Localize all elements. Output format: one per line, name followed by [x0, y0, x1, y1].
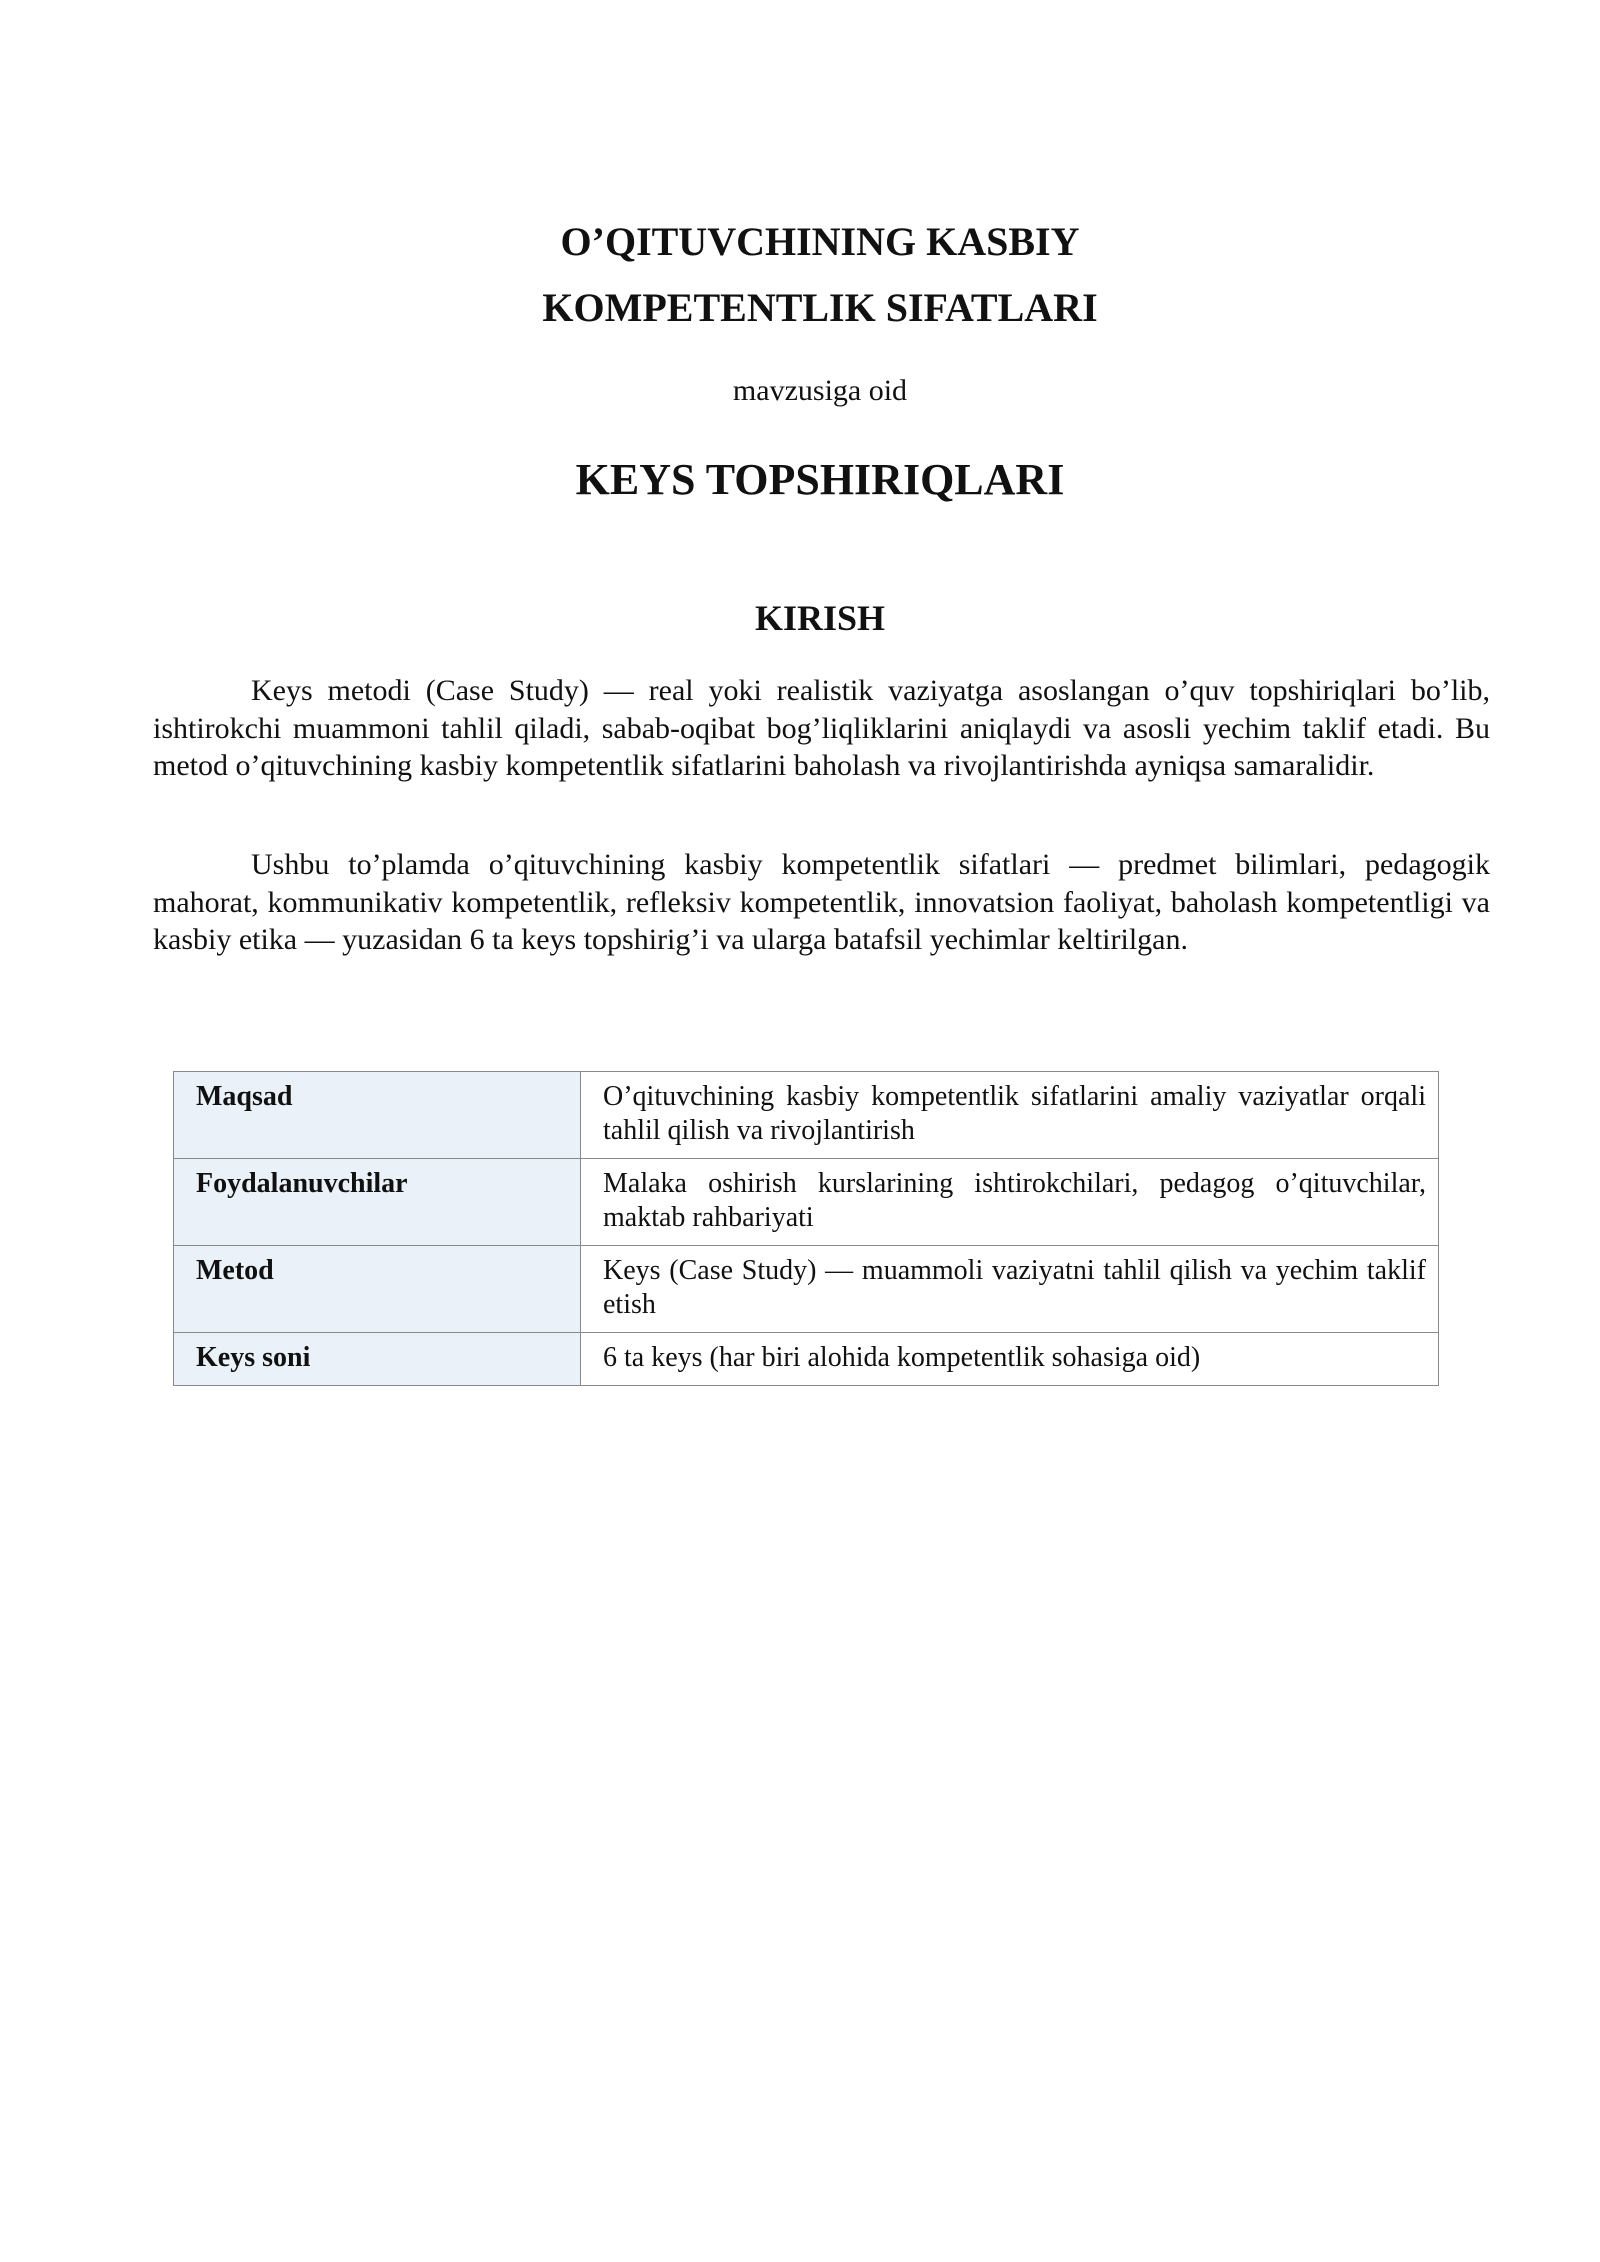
table-value-cell: Keys (Case Study) — muammoli vaziyatni tahlil qilish va yechim taklif etish — [581, 1246, 1439, 1333]
table-value-cell: O’qituvchining kasbiy kompetentlik sifatlarini amaliy vaziyatlar orqali tahlil qilish va rivojlantirish — [581, 1072, 1439, 1159]
intro-paragraph-1: Keys metodi (Case Study) — real yoki realistik vaziyatga asoslangan o’quv topshiriqlari bo’lib, ishtirokchi muammoni tahlil qiladi, sabab-oqibat bog’liqliklarini aniqlaydi va asosli yechim taklif etadi. Bu metod o’qituvchining kasbiy kompetentlik sifatlarini baholash va rivojlantirishda ayniqsa samaralidir. — [153, 674, 1490, 782]
table-value-cell: Malaka oshirish kurslarining ishtirokchilari, pedagog o’qituvchilar, maktab rahbariyati — [581, 1159, 1439, 1246]
info-table — [173, 1071, 1439, 1386]
document-subtitle: mavzusiga oid — [732, 374, 908, 407]
table-row — [174, 1333, 1439, 1386]
section-heading-kirish: KIRISH — [754, 598, 886, 638]
document-title-line-1: O’QITUVCHINING KASBIY — [560, 219, 1080, 264]
table-row — [174, 1159, 1439, 1246]
table-label-cell: Maqsad — [174, 1072, 581, 1159]
document-title-line-2: KOMPETENTLIK SIFATLARI — [542, 285, 1098, 330]
table-value-cell: 6 ta keys (har biri alohida kompetentlik sohasiga oid) — [581, 1333, 1439, 1386]
table-label-cell: Foydalanuvchilar — [174, 1159, 581, 1246]
table-label-cell: Metod — [174, 1246, 581, 1333]
table-row — [174, 1246, 1439, 1333]
table-row — [174, 1072, 1439, 1159]
table-label-cell: Keys soni — [174, 1333, 581, 1386]
intro-paragraph-2: Ushbu to’plamda o’qituvchining kasbiy kompetentlik sifatlari — predmet bilimlari, pedagogik mahorat, kommunikativ kompetentlik, refleksiv kompetentlik, innovatsion faoliyat, baholash kompetentligi va kasbiy etika — yuzasidan 6 ta keys topshirig’i va ularga batafsil yechimlar keltirilgan. — [153, 848, 1490, 956]
main-heading: KEYS TOPSHIRIQLARI — [575, 455, 1065, 504]
